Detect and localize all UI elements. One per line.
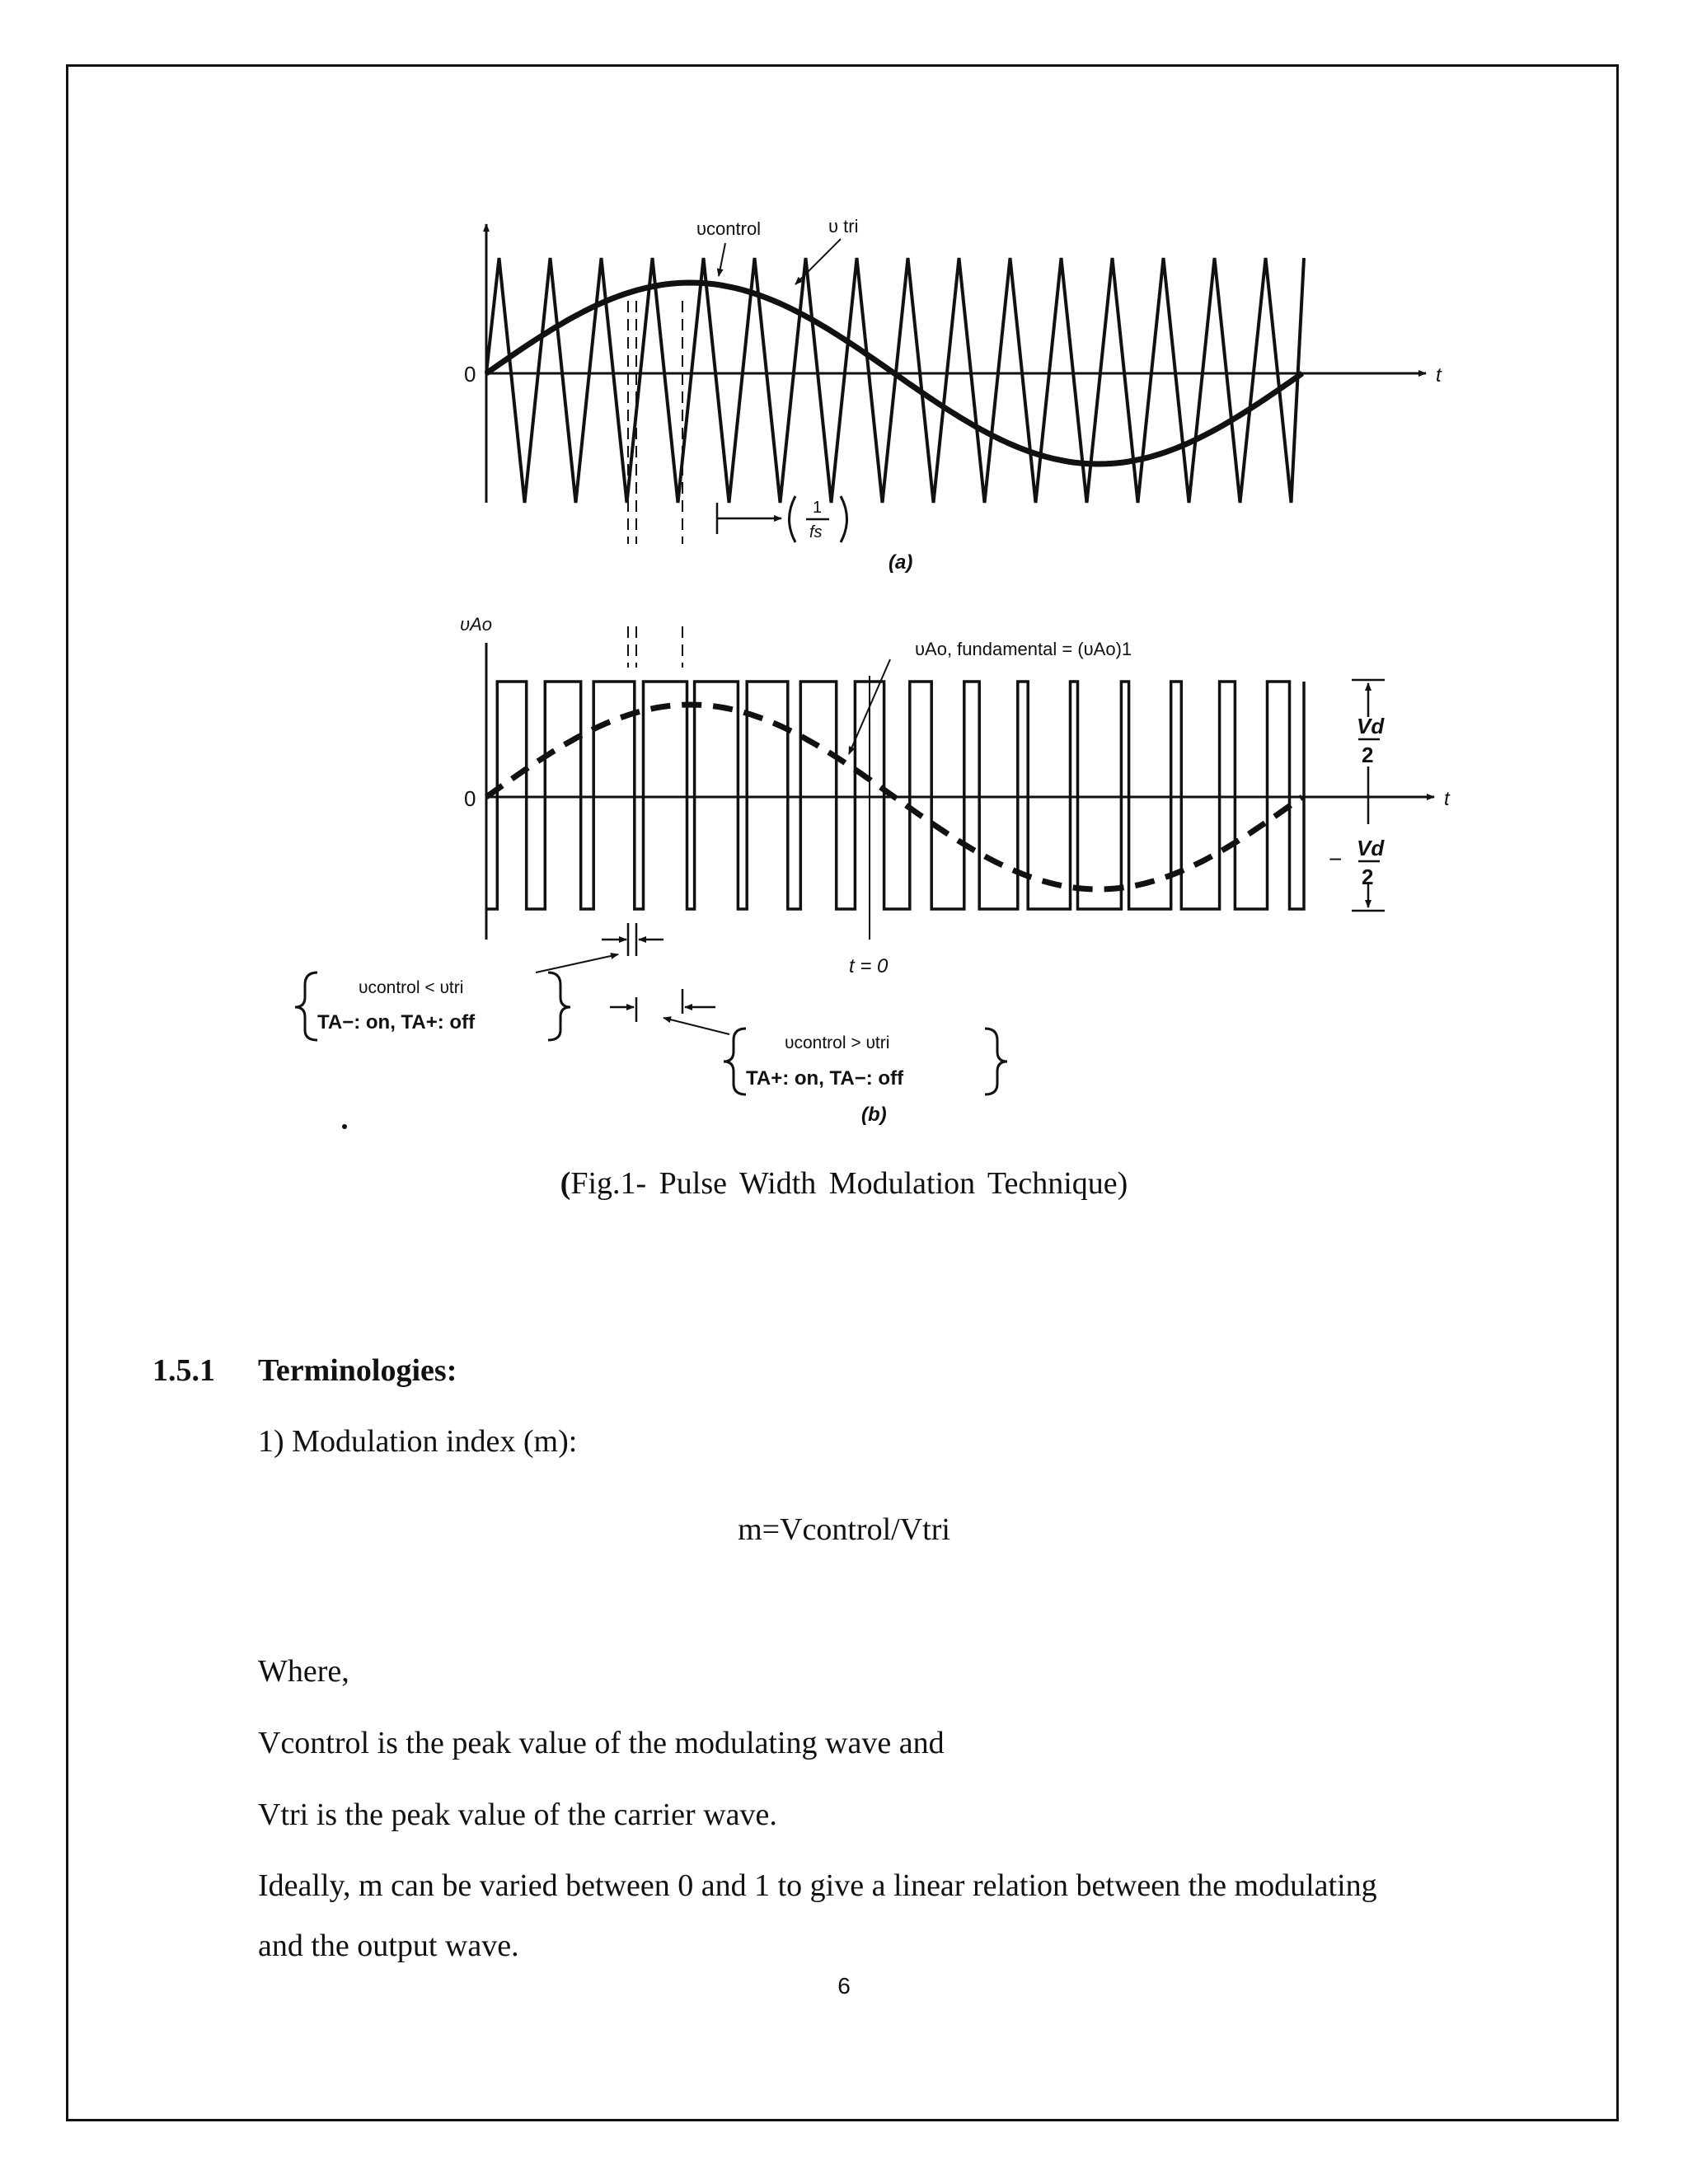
definition-vtri: Vtri is the peak value of the carrier wave.	[258, 1797, 777, 1832]
triangle-carrier-wave	[486, 258, 1304, 503]
brace-left-close	[548, 972, 570, 1040]
label-fundamental: υAo, fundamental = (υAo)1	[915, 639, 1132, 659]
label-vd-bottom-den: 2	[1362, 865, 1374, 889]
label-cond-left-2: TA−: on, TA+: off	[317, 1011, 476, 1033]
ideal-line-1: Ideally, m can be varied between 0 and 1 to give a linear relation between the modulating	[258, 1868, 1377, 1903]
callout-cond-right	[663, 1018, 729, 1034]
label-part-a: (a)	[889, 551, 913, 574]
brace-left-open	[295, 972, 317, 1040]
label-cond-left-1: υcontrol < υtri	[359, 978, 464, 997]
definition-vcontrol: Vcontrol is the peak value of the modulating wave and	[258, 1726, 945, 1760]
ideal-line-2: and the output wave.	[258, 1929, 519, 1963]
section-title: Terminologies:	[258, 1353, 457, 1388]
label-cond-right-2: TA+: on, TA−: off	[746, 1067, 904, 1090]
callout-v-control	[719, 243, 725, 276]
panel-b	[295, 614, 1451, 1126]
label-vd-top: Vd	[1357, 714, 1385, 738]
period-numerator: 1	[813, 499, 823, 517]
label-origin-a: 0	[464, 362, 476, 387]
label-v-tri: υ tri	[828, 216, 859, 237]
label-part-b: (b)	[861, 1104, 887, 1126]
period-marker	[717, 503, 781, 534]
pulse-width-markers	[602, 923, 715, 1022]
dashed-markers-b	[628, 626, 682, 668]
period-paren-left	[790, 496, 796, 542]
pwm-figure	[280, 198, 1451, 1154]
label-origin-b: 0	[464, 786, 476, 811]
page-number: 6	[837, 1973, 851, 1999]
period-paren-right	[841, 496, 847, 542]
where-text: Where,	[258, 1654, 349, 1689]
label-vd-top-den: 2	[1362, 743, 1374, 767]
brace-right-open	[724, 1029, 746, 1094]
label-v-control: υcontrol	[696, 218, 762, 239]
formula: m=Vcontrol/Vtri	[738, 1512, 950, 1547]
item-modulation-index: 1) Modulation index (m):	[258, 1424, 578, 1459]
label-vd-bottom: Vd	[1357, 836, 1385, 860]
callout-cond-left	[536, 954, 618, 972]
stray-dot	[342, 1124, 347, 1129]
callout-v-tri	[795, 239, 841, 284]
period-denominator: fs	[809, 523, 823, 541]
label-v-ao: υAo	[460, 614, 493, 635]
label-cond-right-1: υcontrol > υtri	[785, 1033, 890, 1052]
label-t-a: t	[1436, 364, 1442, 387]
figure-caption: (Fig.1- Pulse Width Modulation Technique)	[560, 1166, 1128, 1201]
label-t-b: t	[1444, 788, 1450, 810]
brace-right-close	[985, 1029, 1007, 1094]
label-vd-minus: −	[1329, 846, 1343, 872]
label-t-zero: t = 0	[849, 955, 889, 977]
section-heading	[152, 1352, 457, 1389]
section-number: 1.5.1	[152, 1353, 215, 1388]
panel-a	[464, 216, 1442, 574]
